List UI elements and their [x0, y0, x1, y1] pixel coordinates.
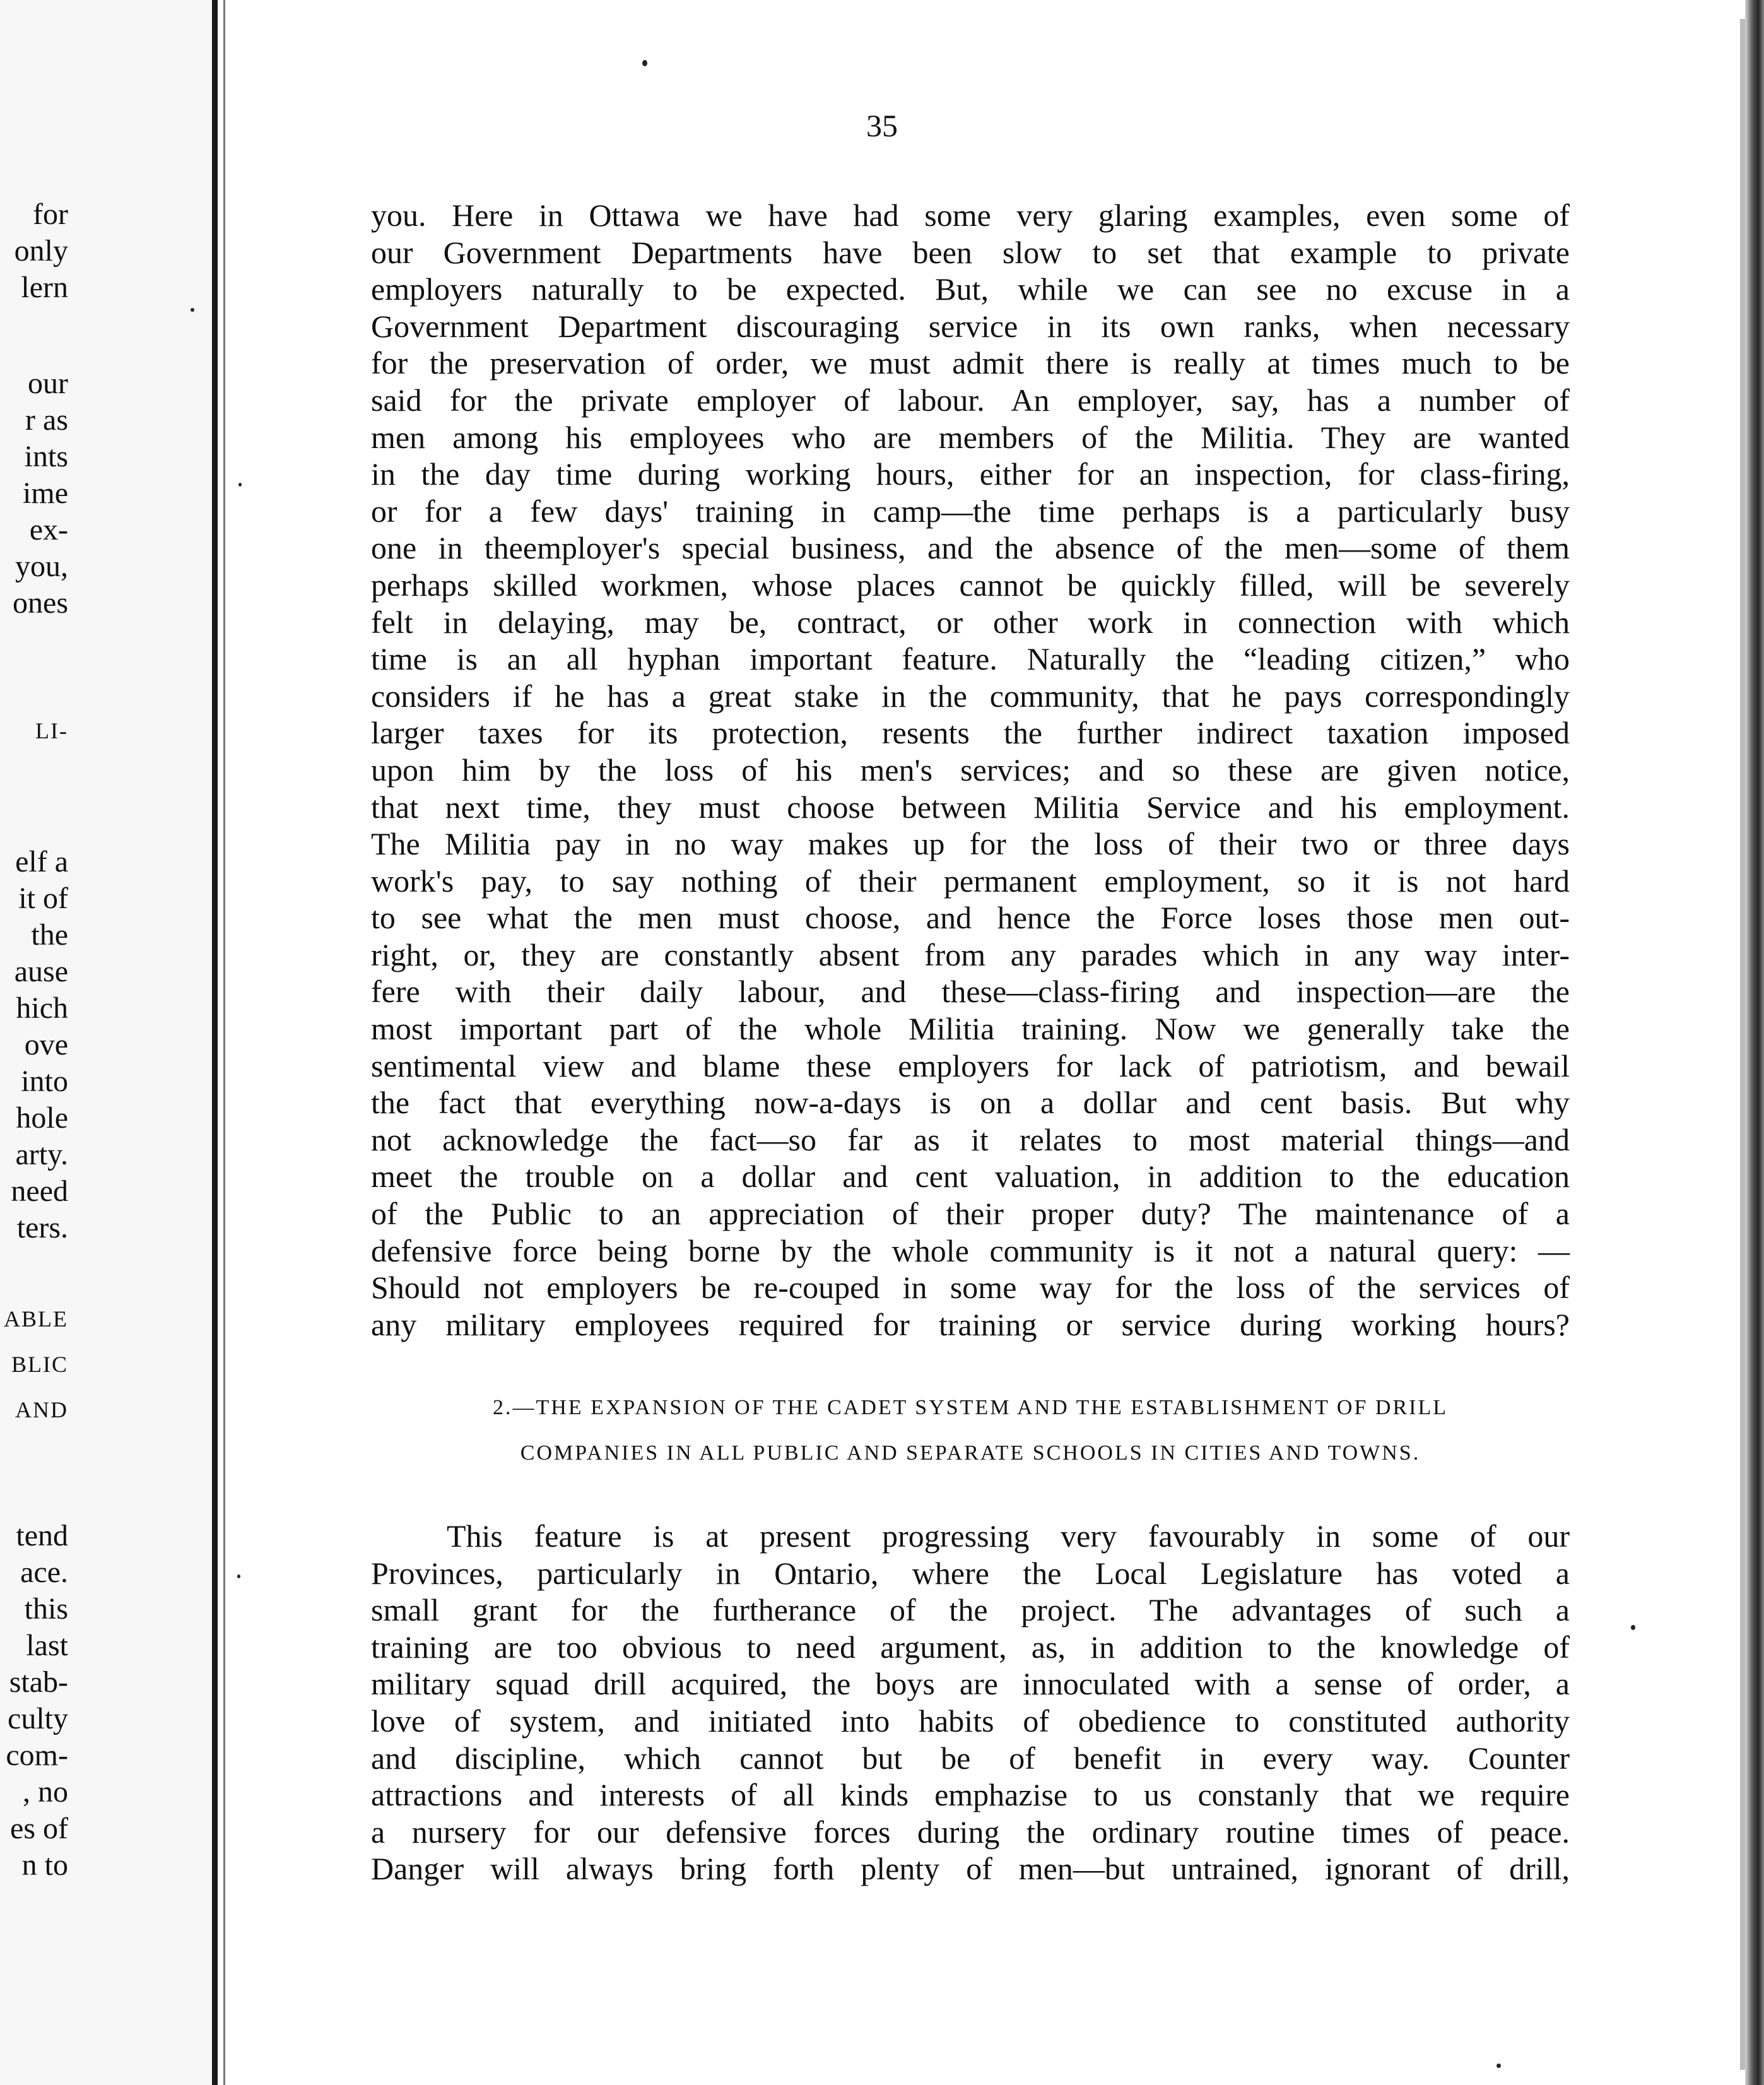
text-line: Should not employers be re-couped in some way for the loss of the services of: [371, 1270, 1570, 1306]
left-page-fragment: need: [11, 1174, 68, 1208]
text-line: right, or, they are constantly absent from any parades which in any way inter-: [371, 936, 1570, 972]
left-page-fragment: LI-: [35, 718, 68, 743]
print-speck: [191, 308, 194, 312]
left-page-fragment: the: [31, 918, 68, 952]
print-speck: [1496, 2064, 1501, 2068]
left-page-fragment: lern: [21, 271, 68, 304]
page-gutter-edge: [223, 0, 225, 2085]
text-line: or for a few days' training in camp—the time perhaps is a particularly busy: [371, 493, 1570, 529]
text-line: of the Public to an appreciation of their proper duty? The maintenance of a: [371, 1196, 1570, 1232]
text-line: perhaps skilled workmen, whose places cannot be quickly filled, will be severely: [371, 567, 1570, 603]
left-page-fragment: ones: [13, 586, 68, 620]
left-page-fragment: ause: [14, 955, 68, 988]
text-line: the fact that everything now-a-days is on a dollar and cent basis. But why: [371, 1085, 1570, 1121]
text-line: to see what the men must choose, and hence the Force loses those men out-: [371, 900, 1570, 936]
text-line: love of system, and initiated into habits of obedience to constituted authority: [371, 1703, 1570, 1739]
left-page-fragment: ime: [23, 476, 68, 510]
left-page-fragment: it of: [18, 882, 68, 915]
text-line: This feature is at present progressing very favourably in some of our: [447, 1518, 1570, 1554]
left-page-fragment: ex-: [29, 513, 68, 546]
left-page-fragment: into: [21, 1065, 68, 1098]
left-page-fragment: n to: [21, 1848, 68, 1882]
text-line: one in theemployer's special business, and the absence of the men—some of them: [371, 530, 1570, 566]
section-heading-line-1: 2.—THE EXPANSION OF THE CADET SYSTEM AND THE ESTABLISHMENT OF DRILL: [493, 1396, 1448, 1419]
text-line: fere with their daily labour, and these—class-firing and inspection—are the: [371, 974, 1570, 1010]
left-page-fragment: only: [14, 234, 68, 268]
text-line: work's pay, to say nothing of their permanent employment, so it is not hard: [371, 863, 1570, 899]
text-line: Danger will always bring forth plenty of men—but untrained, ignorant of drill,: [371, 1851, 1570, 1887]
left-page-fragment: you,: [15, 550, 68, 583]
left-page-fragment: , no: [23, 1775, 68, 1809]
text-line: that next time, they must choose between Militia Service and his employment.: [371, 789, 1570, 825]
left-page-fragment: ove: [24, 1028, 68, 1061]
text-line: time is an all hyphan important feature. Naturally the “leading citizen,” who: [371, 641, 1570, 677]
text-line: and discipline, which cannot but be of benefit in every way. Counter: [371, 1740, 1570, 1776]
left-page-fragment: tend: [16, 1519, 68, 1552]
text-line: said for the private employer of labour. An employer, say, has a number of: [371, 382, 1570, 418]
page-number: 35: [866, 108, 898, 143]
text-line: for the preservation of order, we must admit there is really at times much to be: [371, 345, 1570, 381]
left-page-fragment: arty.: [15, 1138, 68, 1171]
paragraph-2: [371, 1518, 1570, 1887]
text-line: larger taxes for its protection, resents the further indirect taxation imposed: [371, 715, 1570, 751]
text-line: attractions and interests of all kinds emphazise to us constanly that we require: [371, 1777, 1570, 1813]
left-page-fragment: r as: [25, 403, 68, 437]
page-edge-inner: [1740, 19, 1745, 2070]
page-edge-right: [1745, 0, 1764, 2085]
left-page-fragment: last: [26, 1629, 68, 1662]
print-speck: [642, 60, 647, 66]
text-line: a nursery for our defensive forces during the ordinary routine times of peace.: [371, 1814, 1570, 1850]
left-page-fragment: ters.: [16, 1211, 68, 1244]
text-line: considers if he has a great stake in the community, that he pays correspondingly: [371, 678, 1570, 714]
left-page-fragment: elf a: [15, 845, 68, 878]
left-page-fragment: stab-: [9, 1665, 68, 1699]
text-line: small grant for the furtherance of the project. The advantages of such a: [371, 1592, 1570, 1628]
print-speck: [237, 1574, 240, 1578]
paragraph-1: [371, 197, 1570, 1343]
text-line: military squad drill acquired, the boys are innoculated with a sense of order, a: [371, 1666, 1570, 1702]
text-line: felt in delaying, may be, contract, or other work in connection with which: [371, 604, 1570, 640]
left-page-fragment: for: [33, 198, 68, 231]
text-line: training are too obvious to need argument, as, in addition to the knowledge of: [371, 1629, 1570, 1665]
left-page-fragment: our: [28, 367, 68, 400]
left-page-fragment: BLIC: [11, 1352, 68, 1377]
left-page-fragment: com-: [6, 1739, 68, 1772]
text-line: most important part of the whole Militia training. Now we generally take the: [371, 1011, 1570, 1047]
text-line: in the day time during working hours, either for an inspection, for class-firing,: [371, 456, 1570, 492]
print-speck: [238, 483, 242, 487]
text-line: our Government Departments have been slow to set that example to private: [371, 234, 1570, 270]
left-page-fragment: hole: [16, 1101, 68, 1135]
left-page-fragment: culty: [8, 1702, 68, 1735]
text-line: upon him by the loss of his men's services; and so these are given notice,: [371, 752, 1570, 788]
left-page-fragment: es of: [10, 1812, 68, 1845]
text-line: sentimental view and blame these employers for lack of patriotism, and bewail: [371, 1048, 1570, 1084]
text-line: defensive force being borne by the whole community is it not a natural query: —: [371, 1232, 1570, 1268]
text-line: The Militia pay in no way makes up for the loss of their two or three days: [371, 826, 1570, 862]
print-speck: [1631, 1625, 1635, 1630]
text-line: any military employees required for training or service during working hours?: [371, 1306, 1570, 1342]
text-line: not acknowledge the fact—so far as it relates to most material things—and: [371, 1121, 1570, 1157]
left-page-fragment: ints: [24, 440, 68, 473]
text-line: employers naturally to be expected. But, while we can see no excuse in a: [371, 271, 1570, 307]
left-page-fragment: AND: [15, 1397, 68, 1422]
text-line: meet the trouble on a dollar and cent valuation, in addition to the education: [371, 1159, 1570, 1195]
text-line: men among his employees who are members of the Militia. They are wanted: [371, 419, 1570, 455]
left-page-fragment: ace.: [20, 1556, 68, 1589]
section-heading-line-2: COMPANIES IN ALL PUBLIC AND SEPARATE SCHOOLS IN CITIES AND TOWNS.: [520, 1441, 1421, 1465]
left-page-fragment: this: [24, 1592, 68, 1626]
text-line: you. Here in Ottawa we have had some very glaring examples, even some of: [371, 198, 1570, 233]
text-line: Provinces, particularly in Ontario, where the Local Legislature has voted a: [371, 1555, 1570, 1591]
left-page-fragment: ABLE: [4, 1306, 68, 1332]
page-gutter: [212, 0, 218, 2085]
text-line: Government Department discouraging service in its own ranks, when necessary: [371, 308, 1570, 344]
left-page-fragment: hich: [16, 991, 68, 1025]
